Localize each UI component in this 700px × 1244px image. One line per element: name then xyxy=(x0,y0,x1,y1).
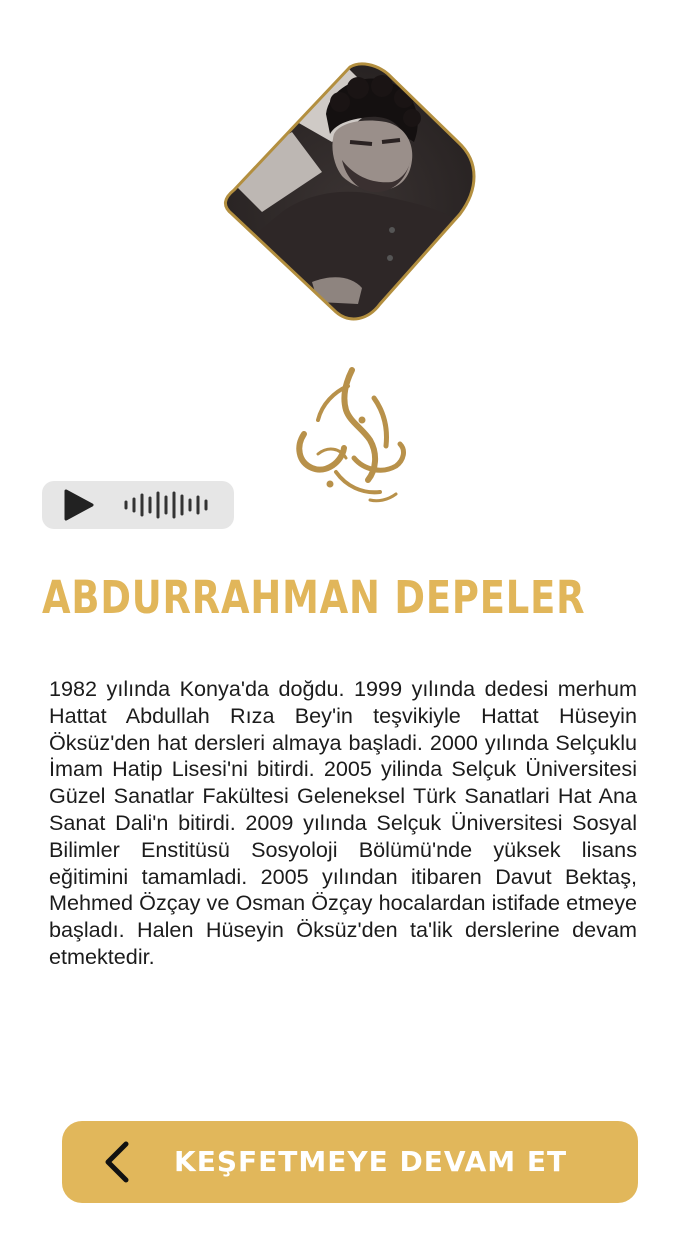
waveform-icon xyxy=(122,491,214,519)
continue-button-label: KEŞFETMEYE DEVAM ET xyxy=(174,1145,568,1178)
artist-bio: 1982 yılında Konya'da doğdu. 1999 yılında dedesi merhum Hattat Abdullah Rıza Bey'in teşvikiyle Hattat Hüseyin Öksüz'den hat dersleri almaya başladi. 2000 yılında Selçuklu İmam Hatip Lisesi'ni bitirdi. 2005 yilinda Selçuk Üniversitesi Güzel Sanatlar Fakültesi Geleneksel Türk Sanatlari Hat Ana Sanat Dali'n bitirdi. 2009 yılında Selçuk Üniversitesi Sosyal Bilimler Enstitüsü Sosyoloji Bölümü'nde yüksek lisans eğitimini tamamladi. 2005 yılından itibaren Davut Bektaş, Mehmed Özçay ve Osman Özçay hocalardan istifade etmeye başladı. Halen Hüseyin Öksüz'den ta'lik derslerine devam etmektedir. xyxy=(49,676,637,969)
artist-name: ABDURRAHMAN DEPELER xyxy=(42,571,586,624)
chevron-left-icon xyxy=(102,1140,132,1184)
audio-player xyxy=(42,481,234,529)
artist-portrait xyxy=(222,62,478,324)
calligraphy-signature-logo xyxy=(288,362,412,508)
play-icon[interactable] xyxy=(62,489,96,521)
continue-exploring-button[interactable] xyxy=(62,1121,638,1203)
